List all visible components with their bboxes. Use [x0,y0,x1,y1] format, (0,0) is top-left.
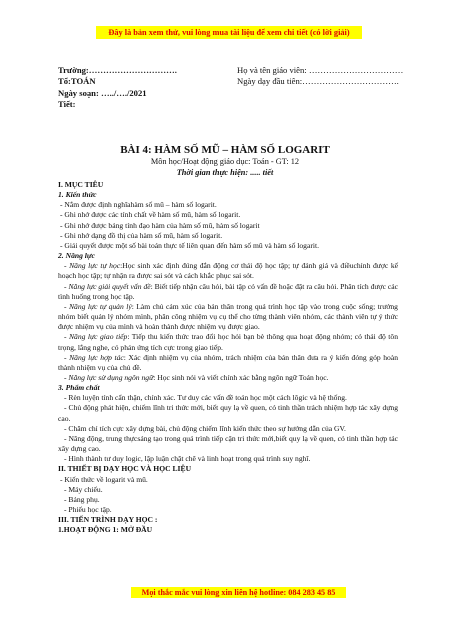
lesson-content [58,180,398,535]
competence-item [58,261,398,281]
equipment-item: - Kiến thức về logarit và mũ. [60,474,148,484]
knowledge-item: - Ghi nhớ được bảng tính đạo hàm của hàm số mũ, hàm số logarit [60,220,260,230]
equipment-item: - Bảng phụ. [64,494,100,504]
competence-item [58,353,398,373]
competence-text: : Làm chủ cảm xúc của bản thân trong quá trình học tập vào trong cuộc sống; trưởng nhóm biết quản lý nhóm mình, phân công nhiệm vụ cụ thể cho từng thành viên nhóm, các thành viên tự ý thức được nhiệm vụ của mình và hoàn thành được nhiệm vụ được giao. [58,301,398,332]
competence-text: : Biết tiếp nhận câu hỏi, bài tập có vấn đề hoặc đặt ra câu hỏi. Phân tích được các tình huống trong học tập. [58,281,398,301]
preview-banner: Đây là bản xem thử, vui lòng mua tài liệu để xem chi tiết (có lời giải) [96,26,362,39]
quality-item: - Năng động, trung thựcsáng tạo trong quá trình tiếp cận tri thức mới,biết quy lạ về quen, có tinh thần hợp tác xây dựng cao. [58,433,398,454]
quality-item: - Chăm chỉ tích cực xây dựng bài, chủ động chiếm lĩnh kiến thức theo sự hướng dẫn của GV. [64,423,346,433]
equipment-item: - Phiếu học tập. [64,505,112,514]
competence-item [58,373,398,383]
teacher-name-field: Họ và tên giáo viên: …………………………… [237,65,404,75]
lesson-time: Thời gian thực hiện: ..... tiết [176,168,274,177]
competence-item [58,302,398,332]
competence-label: - Năng lực tự quản lý [64,301,132,311]
activity-heading: 1.HOẠT ĐỘNG 1: MỞ ĐẦU [58,525,153,535]
period-field: Tiết: [58,99,76,109]
equipment-item: - Máy chiếu. [64,484,103,494]
competence-text: :Học sinh xác định đúng đắn động cơ thái độ học tập; tự đánh giá và điềuchỉnh được kế hoạch học tập; tự nhận ra được sai sót và cách khắc phục sai sót. [58,261,398,281]
competence-text: : Học sinh nói và viết chính xác bằng ngôn ngữ Toán học. [153,372,329,382]
competence-label: - Năng lực giải quyết vấn đề [64,281,151,291]
knowledge-item: - Nắm được định nghĩahàm số mũ – hàm số logarit. [60,200,217,210]
subheading-competence: 2. Năng lực [58,251,95,261]
hotline-footer: Mọi thắc mắc vui lòng xin liên hệ hotline: 084 283 45 85 [131,587,346,598]
competence-label: - Năng lực tự học [64,261,121,271]
quality-item: - Hình thành tư duy logic, lập luận chặt chẽ và linh hoạt trong quá trình suy nghĩ. [64,454,311,464]
competence-label: - Năng lực hợp tác [64,352,124,362]
knowledge-item: - Ghi nhớ được các tính chất về hàm số mũ, hàm số logarit. [60,210,241,220]
competence-label: - Năng lực sử dụng ngôn ngữ [64,372,154,382]
competence-label: - Năng lực giao tiếp [64,332,128,342]
lesson-title: BÀI 4: HÀM SỐ MŨ – HÀM SỐ LOGARIT [120,144,330,156]
knowledge-item: - Ghi nhớ dạng đồ thị của hàm số mũ, hàm số logarit. [60,230,223,240]
section-heading-equipment: II. THIẾT BỊ DẠY HỌC VÀ HỌC LIỆU [58,464,192,474]
competence-text: : Tiếp thu kiến thức trao đổi học hỏi bạn bè thông qua hoạt động nhóm; có thái độ tôn trọng, lắng nghe, có phản ứng tích cực trong giao tiếp. [58,332,398,352]
quality-item: - Chủ động phát hiện, chiếm lĩnh tri thức mới, biết quy lạ về quen, có tinh thần trách nhiệm hợp tác xây dựng cao. [58,403,398,423]
quality-item: - Rèn luyện tính cẩn thận, chính xác. Tư duy các vấn đề toán học một cách lôgic và hệ thống. [64,393,347,403]
date-prepared-field: Ngày soạn: …../…./2021 [58,88,147,98]
subheading-qualities: 3. Phẩm chất [58,383,100,393]
knowledge-item: - Giải quyết được một số bài toán thực tế liên quan đến hàm số mũ và hàm số logarit. [60,240,319,250]
competence-item [58,282,398,302]
competence-text: : Xác định nhiệm vụ của nhóm, trách nhiệm của bản thân đưa ra ý kiến đóng góp hoàn thành nhiệm vụ của chủ đề. [58,352,398,372]
school-field: Trường:…………………………. [58,65,177,75]
date-taught-field: Ngày dạy đầu tiên:……………………………. [237,76,399,86]
section-heading-objectives: I. MỤC TIÊU [58,180,104,189]
competence-item [58,332,398,352]
subheading-knowledge: 1. Kiến thức [58,190,97,200]
section-heading-process: III. TIẾN TRÌNH DẠY HỌC : [58,515,158,525]
group-field: Tổ:TOÁN [58,76,96,86]
lesson-subtitle: Môn học/Hoạt động giáo dục: Toán - GT: 12 [150,157,300,166]
